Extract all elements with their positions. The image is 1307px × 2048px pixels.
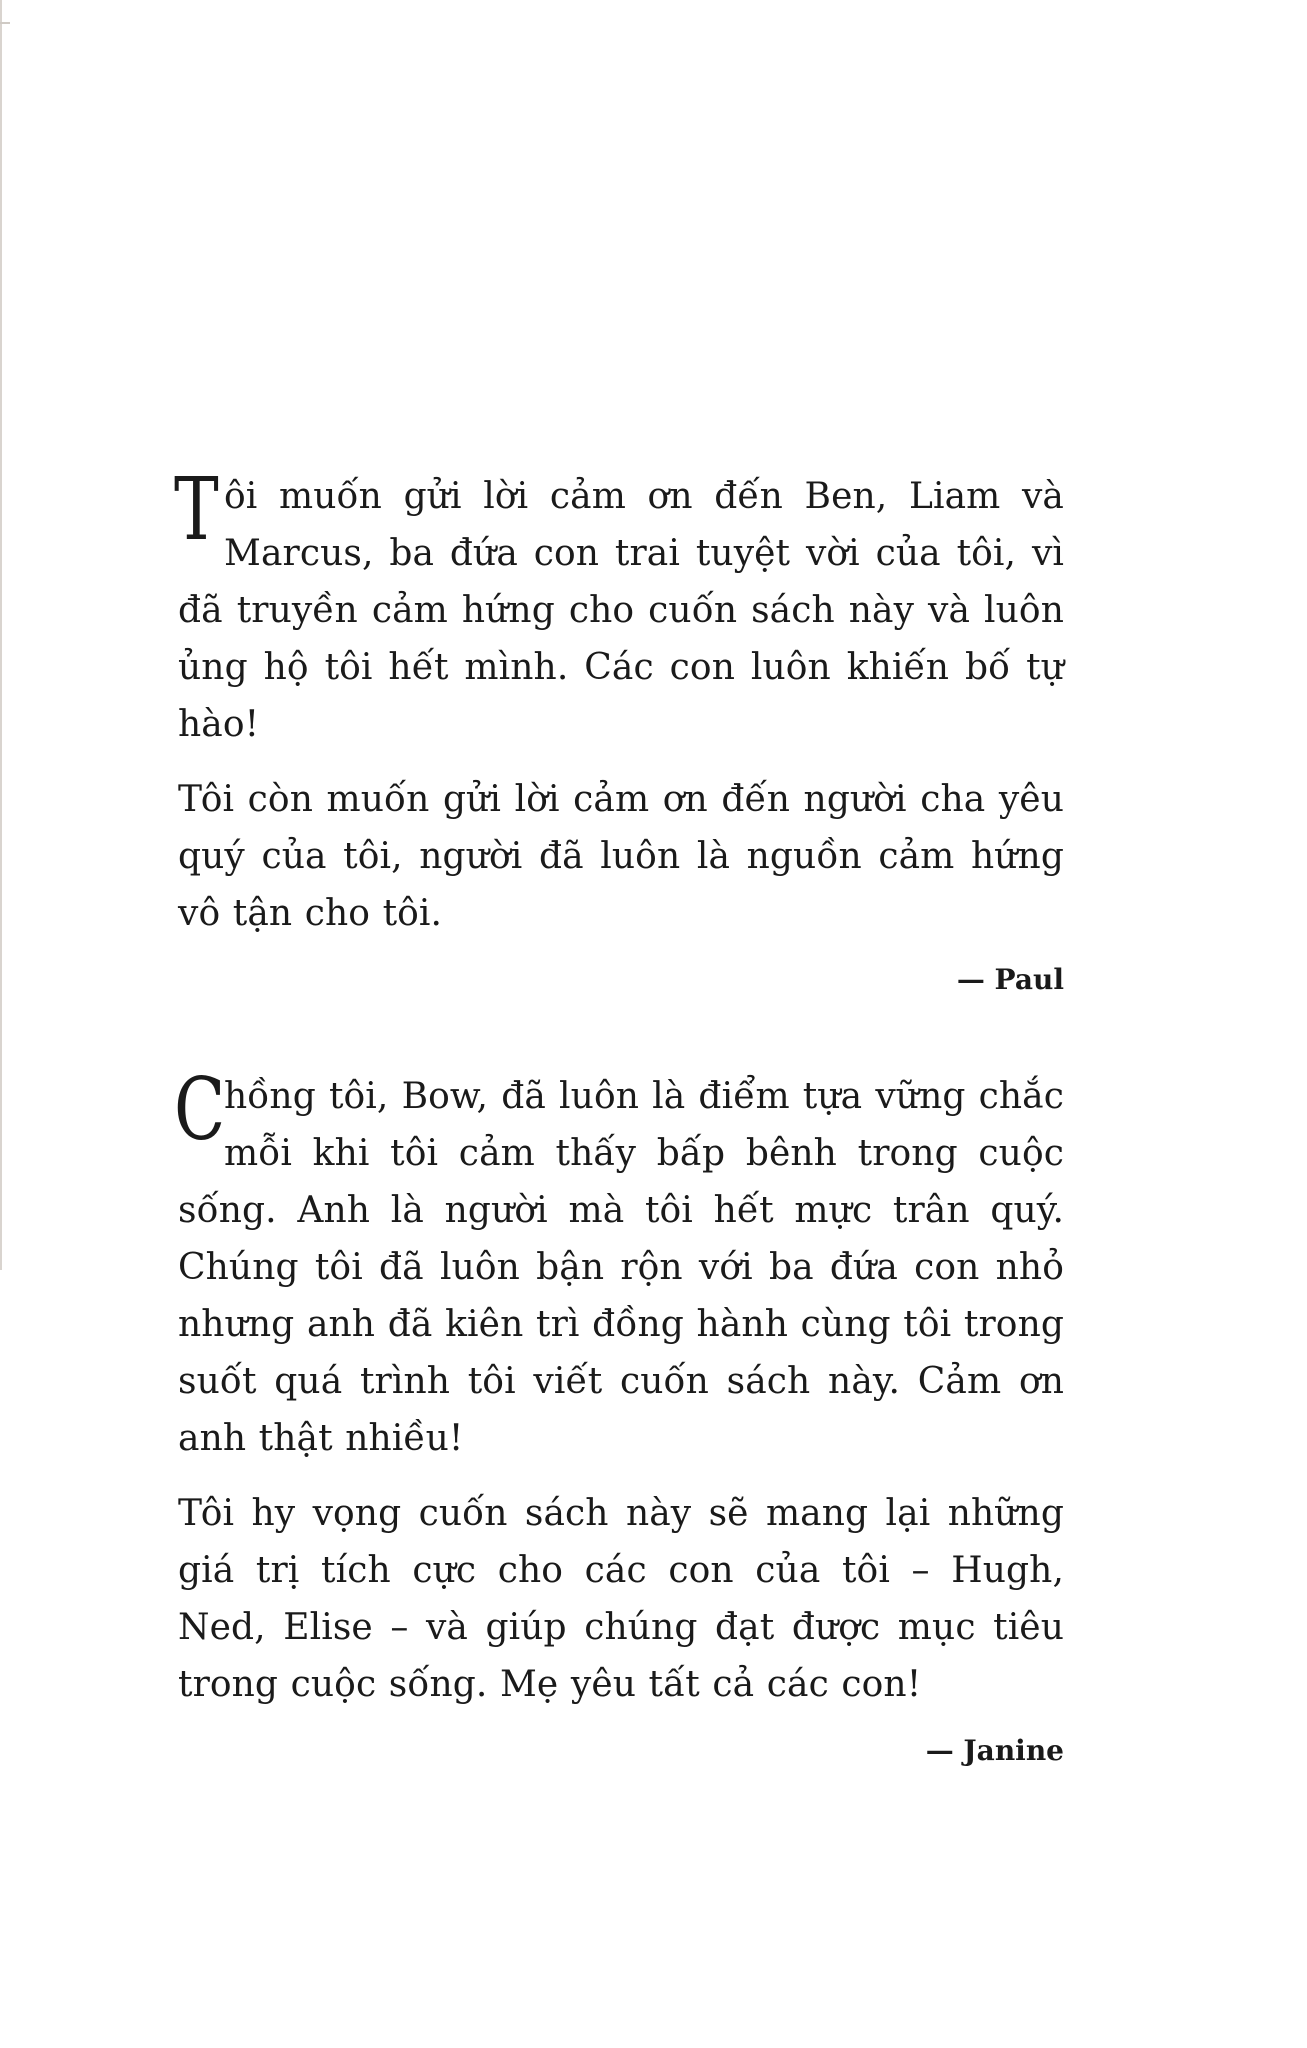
paragraph-text: hồng tôi, Bow, đã luôn là điểm tựa vững chắc mỗi khi tôi cảm thấy bấp bênh trong cuộc sống. Anh là người mà tôi hết mực trân quý. Chúng tôi đã luôn bận rộn với ba đứa con nhỏ nhưng anh đã kiên trì đồng hành cùng tôi trong suốt quá trình tôi viết cuốn sách này. Cảm ơn anh thật nhiều! <box>178 1076 1064 1459</box>
acknowledgement-janine <box>174 1060 1064 1771</box>
paragraph: Tôi còn muốn gửi lời cảm ơn đến người cha yêu quý của tôi, người đã luôn là nguồn cảm hứng vô tận cho tôi. <box>178 779 1064 934</box>
paragraph <box>174 460 1064 753</box>
signature: — Paul <box>956 963 1064 996</box>
page-edge-mark <box>0 22 10 24</box>
drop-cap: C <box>174 1060 226 1160</box>
acknowledgement-paul <box>174 460 1064 1000</box>
paragraph <box>174 1060 1064 1467</box>
page-edge <box>0 0 2 1270</box>
acknowledgements-content <box>174 460 1064 1771</box>
drop-cap: T <box>174 460 219 560</box>
paragraph: Tôi hy vọng cuốn sách này sẽ mang lại những giá trị tích cực cho các con của tôi – Hugh, Ned, Elise – và giúp chúng đạt được mục tiêu trong cuộc sống. Mẹ yêu tất cả các con! <box>178 1493 1064 1705</box>
paragraph-text: ôi muốn gửi lời cảm ơn đến Ben, Liam và Marcus, ba đứa con trai tuyệt vời của tôi, vì đã truyền cảm hứng cho cuốn sách này và luôn ủng hộ tôi hết mình. Các con luôn khiến bố tự hào! <box>178 476 1064 745</box>
signature: — Janine <box>925 1734 1064 1767</box>
